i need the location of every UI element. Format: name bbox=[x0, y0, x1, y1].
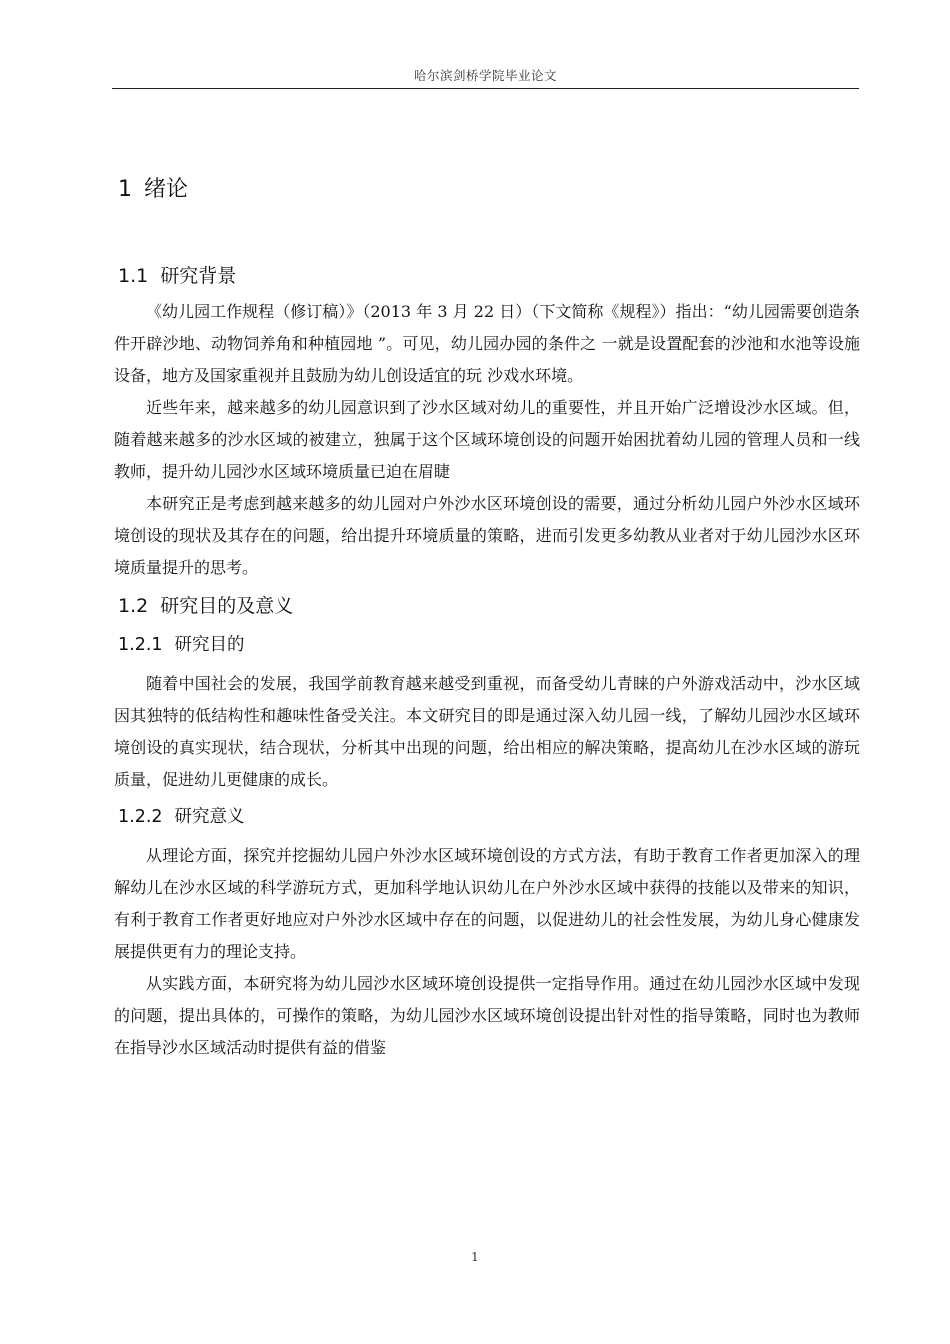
section-title: 研究背景 bbox=[160, 265, 237, 287]
subsection-heading-1-2-2 bbox=[118, 800, 860, 834]
paragraph: 从理论方面，探究并挖掘幼儿园户外沙水区域环境创设的方式方法，有助于教育工作者更加深入的理解幼儿在沙水区域的科学游玩方式，更加科学地认识幼儿在户外沙水区域中获得的技能以及带来的知识，有利于教育工作者更好地应对户外沙水区域中存在的问题，以促进幼儿的社会性发展，为幼儿身心健康发展提供更有力的理论支持。 bbox=[114, 846, 860, 961]
subsection-title: 研究意义 bbox=[174, 807, 245, 827]
subsection-number: 1.2.2 bbox=[118, 807, 163, 827]
paragraph: 从实践方面，本研究将为幼儿园沙水区域环境创设提供一定指导作用。通过在幼儿园沙水区域中发现的问题，提出具体的，可操作的策略，为幼儿园沙水区域环境创设提出针对性的指导策略，同时也为教师在指导沙水区域活动时提供有益的借鉴 bbox=[114, 974, 860, 1057]
subsection-heading-1-2-1 bbox=[118, 628, 860, 662]
paragraph: 随着中国社会的发展，我国学前教育越来越受到重视，而备受幼儿青睐的户外游戏活动中，沙水区域因其独特的低结构性和趣味性备受关注。本文研究目的即是通过深入幼儿园一线，了解幼儿园沙水区域环境创设的真实现状，结合现状，分析其中出现的问题，给出相应的解决策略，提高幼儿在沙水区域的游玩质量，促进幼儿更健康的成长。 bbox=[114, 674, 860, 789]
document-body bbox=[114, 170, 860, 1064]
subsection-number: 1.2.1 bbox=[118, 635, 163, 655]
header-rule bbox=[112, 88, 859, 89]
chapter-number: 1 bbox=[118, 177, 132, 202]
section-heading-1-2 bbox=[118, 588, 860, 624]
page-number: 1 bbox=[471, 1250, 479, 1264]
section-heading-1-1 bbox=[118, 258, 860, 294]
paragraph: 《幼儿园工作规程（修订稿）》（2013 年 3 月 22 日）（下文简称《规程》）指出：“幼儿园需要创造条件开辟沙地、动物饲养角和种植园地 ”。可见，幼儿园办园的条件之 一就是设置配套的沙池和水池等设施设备，地方及国家重视并且鼓励为幼儿创设适宜的玩 沙戏水环境。 bbox=[114, 302, 860, 385]
section-number: 1.1 bbox=[118, 265, 149, 287]
paragraph: 近些年来，越来越多的幼儿园意识到了沙水区域对幼儿的重要性，并且开始广泛增设沙水区域。但，随着越来越多的沙水区域的被建立，独属于这个区域环境创设的问题开始困扰着幼儿园的管理人员和一线教师，提升幼儿园沙水区域环境质量已迫在眉睫 bbox=[114, 398, 860, 481]
paragraph: 本研究正是考虑到越来越多的幼儿园对户外沙水区环境创设的需要，通过分析幼儿园户外沙水区域环境创设的现状及其存在的问题，给出提升环境质量的策略，进而引发更多幼教从业者对于幼儿园沙水区环境质量提升的思考。 bbox=[114, 494, 860, 577]
chapter-heading bbox=[118, 170, 860, 210]
section-title: 研究目的及意义 bbox=[160, 595, 294, 617]
running-header: 哈尔滨剑桥学院毕业论文 bbox=[413, 68, 557, 83]
section-number: 1.2 bbox=[118, 595, 149, 617]
chapter-title: 绪论 bbox=[144, 177, 189, 202]
subsection-title: 研究目的 bbox=[174, 635, 245, 655]
